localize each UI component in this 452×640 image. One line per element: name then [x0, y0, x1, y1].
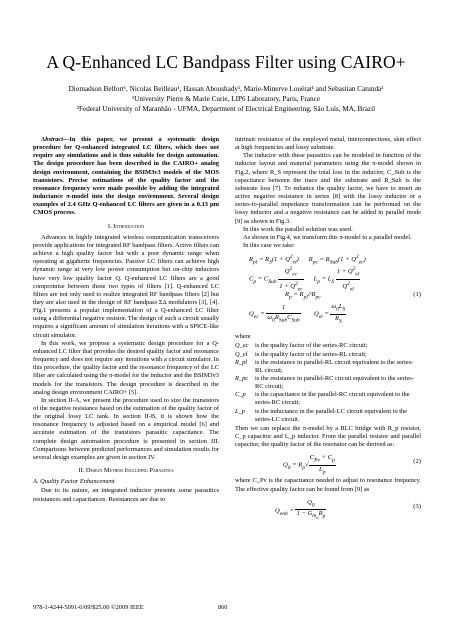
- definition-text: is the capacitance in the parallel-RC circuit equivalent to the series-RC circuit;: [255, 391, 410, 407]
- definition-text: is the quality factor of the series-RC circuit;: [255, 342, 368, 350]
- definition-symbol: Q_el: [235, 350, 248, 358]
- equation-1-line-4: $Q_{ec}$ = $\frac{1}{\omega_0R_{Sub}C_{Sub}}$ $Q_{el}$ = $\frac{\omega_0L_S}{R_S}$: [249, 303, 346, 324]
- subsection-heading-quality-factor: A. Quality Factor Enhancement: [33, 478, 115, 486]
- equation-1-number: (1): [413, 291, 421, 299]
- abstract-body: —In this paper, we present a systematic design procedure for Q-enhanced integrated LC filters, which does not require any simulations and is thus suitable for design automation. The design procedure has been described in the CAIRO+ analog design environment, containing the BSIM3v3 models of the MOS transistors. Precise estimations of the quality factor and the resonance frequency were made possible by adding the integrated inductance π-model into the design environment. Several design examples of 2.4 GHz Q-enhanced LC filters are given in a 0.13 μm CMOS process.: [33, 136, 219, 217]
- equation-3-number: (3): [413, 502, 421, 510]
- author-block: [0, 84, 452, 114]
- right-column: [235, 136, 421, 522]
- intro-paragraph-2: In this work, we propose a systematic design procedure for a Q-enhanced LC filter that provides the desired quality factor and resonance frequency and does not require any iterations with a circuit simulator. In this procedure, the quality factor and the resonance frequency of the LC filter are calculated using the π-model for the inductor and the BSIM3v3 models for the transistors. The design procedure is described in the analog design environment CAIRO+ [5].: [33, 339, 219, 396]
- body-paragraph-1: intrinsic resistance of the employed metal, interconnections, skin effect at high frequencies and lossy substrate.: [235, 136, 421, 152]
- body-paragraph-4: As shown in Fig.4, we transform this π-model to a parallel model.: [243, 233, 412, 241]
- left-column: [33, 136, 219, 504]
- equation-1-line-1: $R_{pl} = R_S(1 + Q^2_{el})$ $R_{pc} = R_{Sub}(1 + Q^2_{ec})$: [249, 254, 366, 266]
- definition-list: [235, 342, 421, 424]
- abstract-lead: Abstract: [41, 136, 64, 143]
- equation-3: [235, 497, 421, 519]
- equation-1: [235, 253, 421, 331]
- definition-symbol: R_pc: [235, 374, 249, 382]
- author-names: Diomadson Belfort¹, Nicolas Beilleau¹, Hassan Aboushady¹, Marie-Minerve Louërat¹ and Sebastian Catunda²: [68, 85, 384, 93]
- equation-2-number: (2): [413, 458, 421, 466]
- definition-text: is the quality factor of the series-RL circuit;: [255, 350, 367, 358]
- abstract: [33, 136, 219, 218]
- definition-text: is the inductance in the parallel-LC circuit equivalent to the series-LC circuit.: [255, 407, 408, 423]
- body-paragraph-3: In this work the parallel solution was used.: [243, 225, 353, 233]
- equation-2: [235, 452, 421, 474]
- definition-text: is the resistance in parallel-RC circuit equivalent to the series-RC circuit;: [255, 374, 414, 391]
- equation-3-body: $Q_{enh}$ = $\frac{Q_0}{1 - G_{m_n}R_p}$: [275, 498, 326, 521]
- definition-symbol: Q_ec: [235, 342, 249, 350]
- equation-1-line-2: $C_p = C_{Sub}$ $\frac{Q^2_{ec}}{1 + Q^2_{ec}}$ $L_p = L_S$ $\frac{1 + Q^2_{el}}{Q^2_{el}}$: [249, 266, 360, 293]
- definition-symbol: C_p: [235, 391, 246, 399]
- equation-1-line-3: $R_p = R_{pl}//R_{pc}$: [285, 291, 321, 301]
- design-paragraph-1: Due to its nature, an integrated inductor presents some parasitics resistances and capacitances. Resistances are due to: [33, 487, 219, 503]
- affiliation-1: ¹University Pierre & Marie Curie, LIP6 Laboratory, Paris, France: [132, 95, 320, 103]
- section-heading-introduction: I. Introduction: [107, 222, 145, 230]
- body-paragraph-6: Then we can replace the π-model by a RLC bridge with R_p resistor, C_p capacitor and L_p inductor. From the parallel resistor and parallel capacitor, the quality factor of the resonator can be derived as:: [235, 424, 421, 449]
- definition-text: is the resistance in parallel-RL circuit equivalent to the series-RL circuit;: [255, 358, 414, 374]
- intro-paragraph-3: In section II-A, we present the procedure used to size the transistors of the negative resistance based on the estimation of the quality factor of the original lossy LC tank. In section II-B, it is shown how the resonance frequency is adjusted based on a empirical model [6] and accurate estimation of the transistors parasitic capacitance. The complete design automation procedure is presented in section III. Comparisons between predicted performances and simulation results for several design examples are given in section IV.: [33, 396, 219, 461]
- footer-page-number: 860: [218, 604, 228, 611]
- body-paragraph-7: where C_Pv is the capacitance needed to adjust to resonance frequency. The effective quality factor can be found from [9] as: [235, 477, 421, 493]
- paper-title: A Q-Enhanced LC Bandpass Filter using CAIRO+: [46, 52, 406, 72]
- body-paragraph-2: The inductor with these parasitics can be modeled in function of the inductor layout and material parameters using the π-model shown in Fig.2, where R_S represent the total loss in the inductor, C_Sub is the capacitance between the trace and the substrate and R_Sub is the substrate loss [7]. To enhance the quality factor, we have to insert an active negative resistance in series [8] with the lossy inductor or a series-to-parallel impedance transformation can be performed on the lossy inductor and a negative resistance can be added in parallel mode [9] as shown in Fig.3.: [235, 152, 421, 225]
- body-paragraph-5: In this case we take:: [243, 242, 295, 250]
- footer-isbn: 978-1-4244-5091-6/09/$25.00 ©2009 IEEE: [33, 604, 144, 611]
- affiliation-2: ²Federal University of Maranhão - UFMA, Department of Electrical Engineering, São Luís, MA, Brazil: [76, 105, 376, 113]
- definition-symbol: R_pl: [235, 358, 248, 366]
- equation-2-body: $Q_0 = R_p√$ $\frac{C_{Pv} + C_p}{L_p}$: [283, 454, 335, 476]
- intro-paragraph-1: Advances in highly integrated wireless communication transceivers provide applications for integrated RF bandpass filters. Active filters can achieve a high quality factor but with a poor dynamic range when operating at gigahertz frequencies. Passive LC filters can achieve high dynamic range at very low power consumption but on-chip inductors have very low quality factor Q. Q-enhanced LC filters are a good compromise between these two types of filters [1]. Q-enhanced LC filters are not only used to realize integrated RF bandpass filters [2] but they are also used in the design of RF bandpass ΣΔ modulators [3], [4]. Fig.1 presents a popular implementation of a Q-enhanced LC filter using a differential negative resistor. The design of such a circuit usually requires a significant amount of simulation iterations with a SPICE-like circuit simulator.: [33, 233, 219, 339]
- section-heading-design-method: II. Design Method Including Parasitics: [78, 467, 174, 475]
- where-label: where: [235, 333, 251, 341]
- definition-symbol: L_p: [235, 407, 245, 415]
